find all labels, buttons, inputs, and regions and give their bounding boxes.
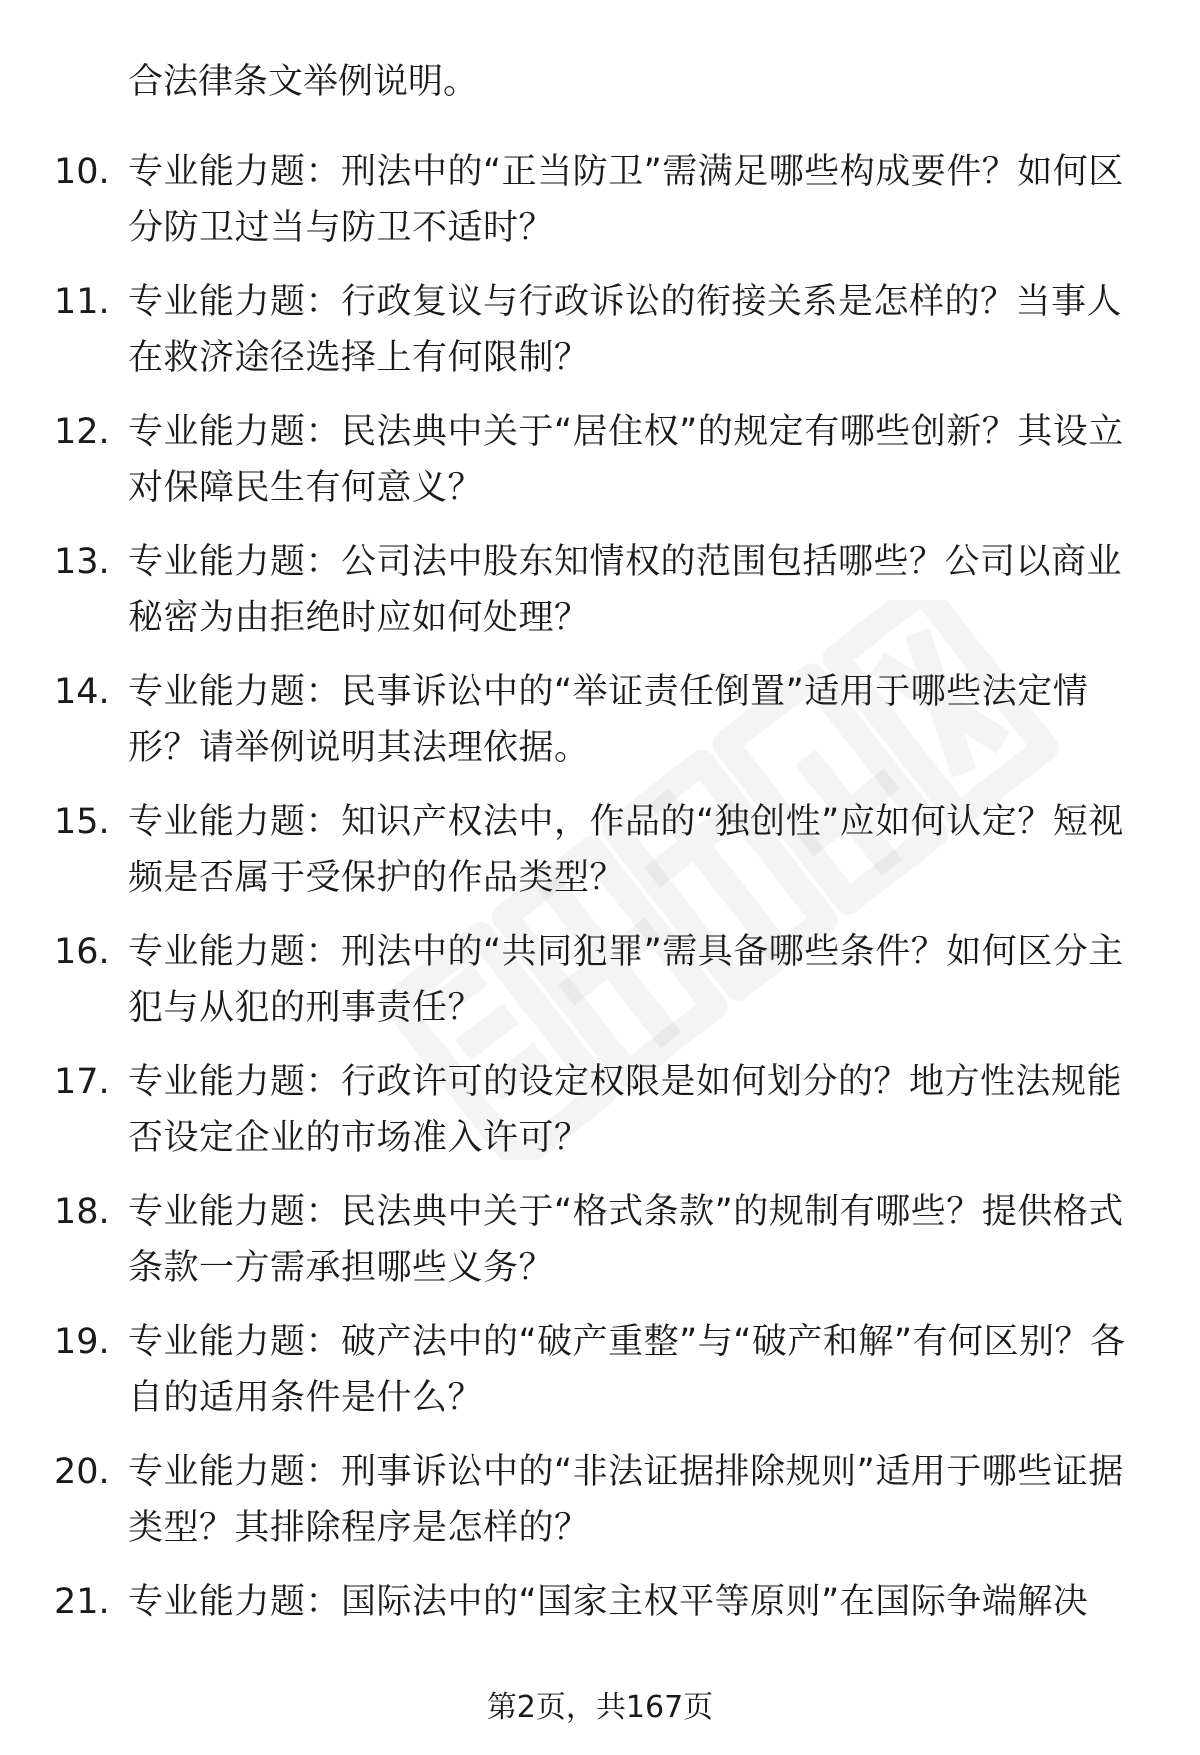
question-text: 专业能力题：民法典中关于“居住权”的规定有哪些创新？其设立对保障民生有何意义？ bbox=[128, 412, 1124, 508]
question-number: 12. bbox=[54, 412, 110, 452]
list-item bbox=[0, 398, 1200, 528]
question-text: 专业能力题：行政复议与行政诉讼的衔接关系是怎样的？当事人在救济途径选择上有何限制？ bbox=[128, 282, 1123, 378]
question-number: 16. bbox=[54, 932, 110, 972]
question-text: 专业能力题：破产法中的“破产重整”与“破产和解”有何区别？各自的适用条件是什么？ bbox=[128, 1322, 1126, 1418]
question-number: 13. bbox=[54, 542, 110, 582]
question-text: 专业能力题：民法典中关于“格式条款”的规制有哪些？提供格式条款一方需承担哪些义务？ bbox=[128, 1192, 1124, 1288]
question-number: 19. bbox=[54, 1322, 110, 1362]
question-number: 18. bbox=[54, 1192, 110, 1232]
list-item bbox=[0, 658, 1200, 788]
question-number: 10. bbox=[54, 152, 110, 192]
question-text: 专业能力题：刑法中的“共同犯罪”需具备哪些条件？如何区分主犯与从犯的刑事责任？ bbox=[128, 932, 1124, 1028]
list-item bbox=[0, 1308, 1200, 1438]
question-text: 专业能力题：刑法中的“正当防卫”需满足哪些构成要件？如何区分防卫过当与防卫不适时？ bbox=[128, 152, 1124, 248]
question-list bbox=[0, 138, 1200, 1698]
list-item bbox=[0, 1438, 1200, 1568]
list-item bbox=[0, 1568, 1200, 1698]
list-item bbox=[0, 1178, 1200, 1308]
question-number: 14. bbox=[54, 672, 110, 712]
list-item bbox=[0, 528, 1200, 658]
question-text: 专业能力题：公司法中股东知情权的范围包括哪些？公司以商业秘密为由拒绝时应如何处理？ bbox=[128, 542, 1123, 638]
question-text: 专业能力题：行政许可的设定权限是如何划分的？地方性法规能否设定企业的市场准入许可？ bbox=[128, 1062, 1123, 1158]
previous-question-continuation: 合法律条文举例说明。 bbox=[128, 62, 479, 102]
list-item bbox=[0, 1048, 1200, 1178]
question-text: 专业能力题：知识产权法中，作品的“独创性”应如何认定？短视频是否属于受保护的作品类型？ bbox=[128, 802, 1124, 898]
page-footer: 第2页，共167页 bbox=[486, 1690, 714, 1725]
question-number: 17. bbox=[54, 1062, 110, 1102]
question-text: 专业能力题：刑事诉讼中的“非法证据排除规则”适用于哪些证据类型？其排除程序是怎样的？ bbox=[128, 1452, 1124, 1548]
list-item bbox=[0, 918, 1200, 1048]
question-text: 专业能力题：国际法中的“国家主权平等原则”在国际争端解决 bbox=[128, 1582, 1089, 1622]
question-number: 15. bbox=[54, 802, 110, 842]
list-item bbox=[0, 138, 1200, 268]
question-number: 11. bbox=[54, 282, 110, 322]
question-text: 专业能力题：民事诉讼中的“举证责任倒置”适用于哪些法定情形？请举例说明其法理依据。 bbox=[128, 672, 1089, 768]
question-number: 20. bbox=[54, 1452, 110, 1492]
list-item bbox=[0, 268, 1200, 398]
question-number: 21. bbox=[54, 1582, 110, 1622]
list-item bbox=[0, 788, 1200, 918]
